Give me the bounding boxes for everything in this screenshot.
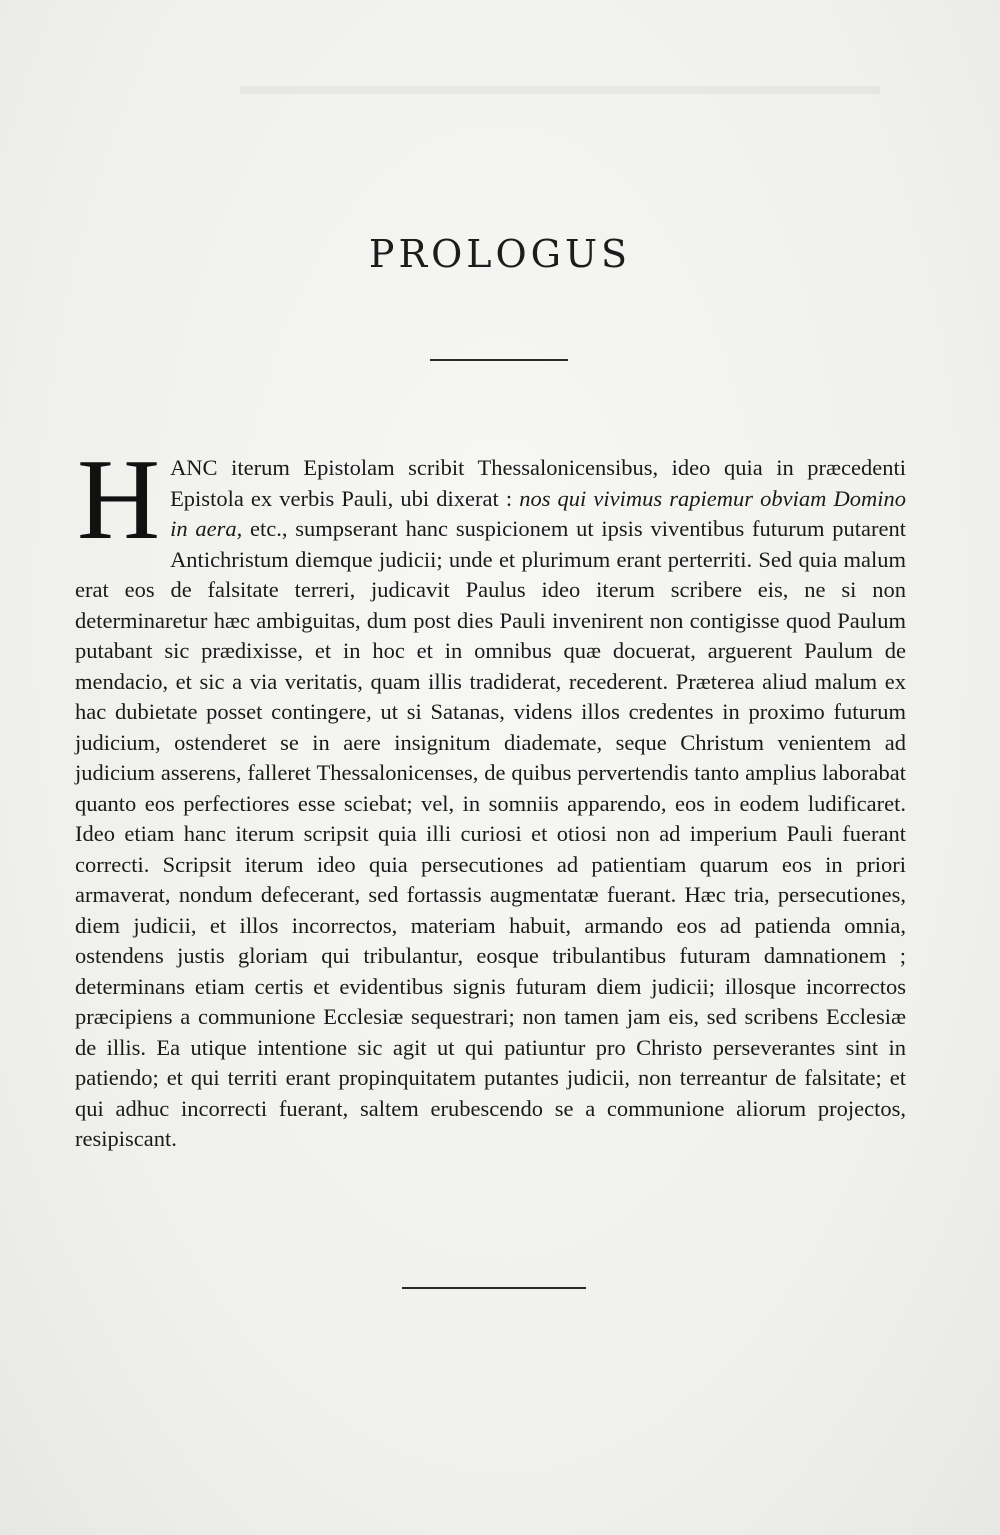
opening-word: ANC: [170, 455, 218, 480]
prologue-paragraph: [75, 436, 906, 1155]
end-rule: [402, 1287, 586, 1289]
title-rule: [430, 359, 568, 361]
bleed-through-header: [240, 86, 880, 94]
scripture-quote: nos qui vivimus rapiemur obviam Domino in aera,: [170, 485, 906, 541]
text-segment-1: iterum Epistolam scribit Thessalonicensibus, ideo quia in præcedenti Epistola ex verbis Pauli, ubi dixerat :: [170, 455, 906, 511]
drop-cap: H: [77, 436, 161, 563]
page-title: PROLOGUS: [368, 232, 632, 276]
text-segment-2: etc., sumpserant hanc suspicionem ut ipsis viventibus futurum putarent Antichristum diemque judicii; unde et plurimum erant perterriti. Sed quia malum erat eos de falsitate terreri, judicavit Paulus ideo iterum scribere eis, ne si non determinaretur hæc ambiguitas, dum post dies Pauli invenirent non contigisse quod Paulum putabant sic prædixisse, et in hoc et in omnibus quæ docuerat, arguerent Paulum de mendacio, et sic a via veritatis, quam illis tradiderat, recederent. Præterea aliud malum ex hac dubietate posset contingere, ut si Satanas, videns illos credentes in proximo futurum judicium, ostenderet se in aere insignitum diademate, seque Christum venientem ad judicium asserens, falleret Thessalonicenses, de quibus pervertendis tanto amplius laborabat quanto eos perfectiores esse sciebat; vel, in somniis apparendo, eos in eodem ludificaret. Ideo etiam hanc iterum scripsit quia illi curiosi et otiosi non ad imperium Pauli fuerant correcti. Scripsit iterum ideo quia persecutiones ad patientiam quarum eos in priori armaverat, nondum defecerant, sed fortassis augmentatæ fuerant. Hæc tria, persecutiones, diem judicii, et illos incorrectos, materiam habuit, armando eos ad patienda omnia, ostendens justis gloriam qui tribulantur, eosque tribulantibus futuram damnationem ; determinans etiam certis et evidentibus signis futuram diem judicii; illosque incorrectos præcipiens a communione Ecclesiæ sequestrari; non tamen jam eis, sed scribens Ecclesiæ de illis. Ea utique intentione sic agit ut qui patiuntur pro Christo perseverantes sint in patiendo; et qui territi erant propinquitatem putantes judicii, non terreantur de falsitate; et qui adhuc incorrecti fuerant, saltem erubescendo se a communione aliorum projectos, resipiscant.: [75, 516, 906, 1151]
